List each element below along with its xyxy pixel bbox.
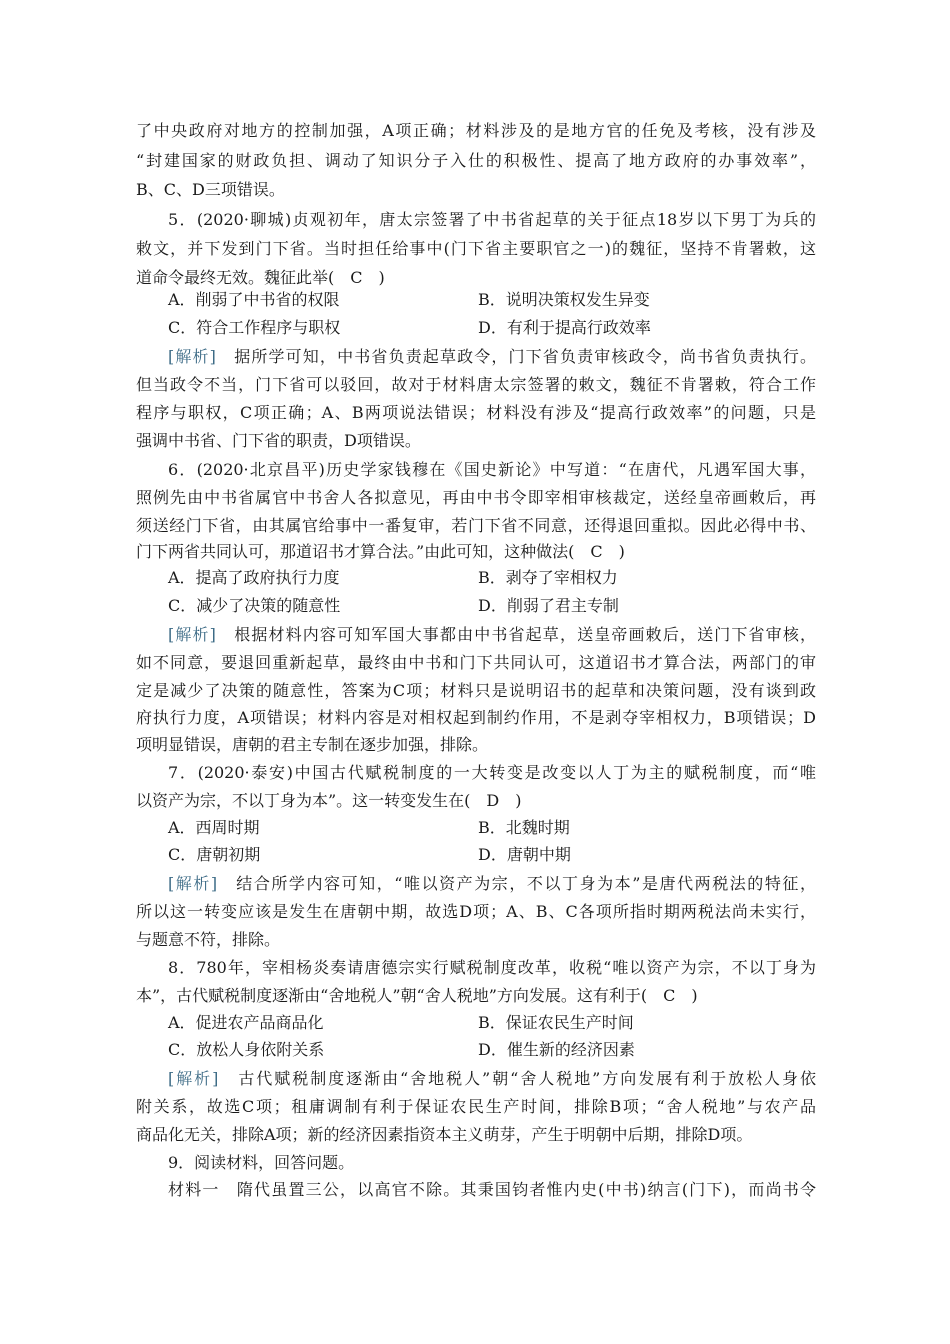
text-line: 项明显错误，唐朝的君主专制在逐步加强，排除。 — [136, 735, 489, 754]
text-line: 附关系，故选C项；租庸调制有利于保证农民生产时间，排除B项；“舍人税地”与农产品 — [136, 1097, 816, 1116]
text-line: 照例先由中书省属官中书舍人各拟意见，再由中书令即宰相审核裁定，送经皇帝画敕后，再 — [136, 488, 816, 507]
analysis-tag: [解析] — [168, 625, 216, 644]
option-c: C．符合工作程序与职权 — [168, 318, 341, 337]
option-a: A．促进农产品商品化 — [168, 1013, 324, 1032]
question-8-stem: 8．780年，宰相杨炎奏请唐德宗实行赋税制度改革，收税“唯以资产为宗，不以丁身为 — [168, 958, 816, 977]
option-c: C．减少了决策的随意性 — [168, 596, 341, 615]
text-line: 如不同意，要退回重新起草，最终由中书和门下共同认可，这道诏书才算合法，两部门的审 — [136, 653, 816, 672]
option-a: A．提高了政府执行力度 — [168, 568, 340, 587]
option-b: B．剥夺了宰相权力 — [478, 568, 618, 587]
text-line: 敕文，并下发到门下省。当时担任给事中(门下省主要职官之一)的魏征，坚持不肯署敕，这 — [136, 239, 816, 258]
text-line: 但当政令不当，门下省可以驳回，故对于材料唐太宗签署的敕文，魏征不肯署敕，符合工作 — [136, 375, 816, 394]
text-line: 须送经门下省，由其属官给事中一番复审，若门下省不同意，还得退回重拟。因此必得中书、 — [136, 516, 816, 535]
option-b: B．说明决策权发生异变 — [478, 290, 650, 309]
option-a: A．削弱了中书省的权限 — [168, 290, 340, 309]
analysis-tag: [解析] — [168, 1069, 219, 1088]
option-d: D．削弱了君主专制 — [478, 596, 619, 615]
option-c: C．唐朝初期 — [168, 845, 261, 864]
analysis-tag: [解析] — [168, 347, 216, 366]
option-c: C．放松人身依附关系 — [168, 1040, 325, 1059]
option-d: D．催生新的经济因素 — [478, 1040, 635, 1059]
text-line: 了中央政府对地方的控制加强，A项正确；材料涉及的是地方官的任免及考核，没有涉及 — [136, 121, 816, 140]
question-9-stem: 9．阅读材料，回答问题。 — [168, 1153, 355, 1172]
text-line: 道命令最终无效。魏征此举( C ) — [136, 268, 385, 287]
option-d: D．有利于提高行政效率 — [478, 318, 651, 337]
text-line: 程序与职权，C项正确；A、B两项说法错误；材料没有涉及“提高行政效率”的问题，只是 — [136, 403, 816, 422]
text-line: 以资产为宗，不以丁身为本”。这一转变发生在( D ) — [136, 791, 522, 810]
option-b: B．保证农民生产时间 — [478, 1013, 634, 1032]
text-line: B、C、D三项错误。 — [136, 180, 285, 199]
text-line: 所以这一转变应该是发生在唐朝中期，故选D项；A、B、C各项所指时期两税法尚未实行， — [136, 902, 816, 921]
question-7-stem: 7．(2020·泰安)中国古代赋税制度的一大转变是改变以人丁为主的赋税制度，而“唯 — [168, 763, 816, 782]
analysis-line: [解析] 根据材料内容可知军国大事都由中书省起草，送皇帝画敕后，送门下省审核， — [168, 625, 816, 644]
text-line: 府执行力度，A项错误；材料内容是对相权起到制约作用，不是剥夺宰相权力，B项错误；D — [136, 708, 816, 727]
question-6-stem: 6．(2020·北京昌平)历史学家钱穆在《国史新论》中写道：“在唐代，凡遇军国大事， — [168, 460, 816, 479]
option-a: A．西周时期 — [168, 818, 260, 837]
text-line: 与题意不符，排除。 — [136, 930, 281, 949]
text-line: 门下两省共同认可，那道诏书才算合法。”由此可知，这种做法( C ) — [136, 542, 625, 561]
material-one: 材料一 隋代虽置三公，以高官不除。其秉国钧者惟内史(中书)纳言(门下)，而尚书令 — [168, 1180, 816, 1199]
question-5-stem: 5．(2020·聊城)贞观初年，唐太宗签署了中书省起草的关于征点18岁以下男丁为兵的 — [168, 210, 816, 229]
text-line: 强调中书省、门下省的职责，D项错误。 — [136, 431, 421, 450]
option-b: B．北魏时期 — [478, 818, 570, 837]
text-line: “封建国家的财政负担、调动了知识分子入仕的积极性、提高了地方政府的办事效率”， — [136, 151, 816, 170]
analysis-line: [解析] 结合所学内容可知，“唯以资产为宗，不以丁身为本”是唐代两税法的特征， — [168, 874, 816, 893]
analysis-line: [解析] 据所学可知，中书省负责起草政令，门下省负责审核政令，尚书省负责执行。 — [168, 347, 816, 366]
option-d: D．唐朝中期 — [478, 845, 571, 864]
analysis-tag: [解析] — [168, 874, 218, 893]
text-line: 商品化无关，排除A项；新的经济因素指资本主义萌芽，产生于明朝中后期，排除D项。 — [136, 1125, 753, 1144]
text-line: 定是减少了决策的随意性，答案为C项；材料只是说明诏书的起草和决策问题，没有谈到政 — [136, 681, 816, 700]
text-line: 本”，古代赋税制度逐渐由“舍地税人”朝“舍人税地”方向发展。这有利于( C ) — [136, 986, 698, 1005]
analysis-line: [解析] 古代赋税制度逐渐由“舍地税人”朝“舍人税地”方向发展有利于放松人身依 — [168, 1069, 816, 1088]
